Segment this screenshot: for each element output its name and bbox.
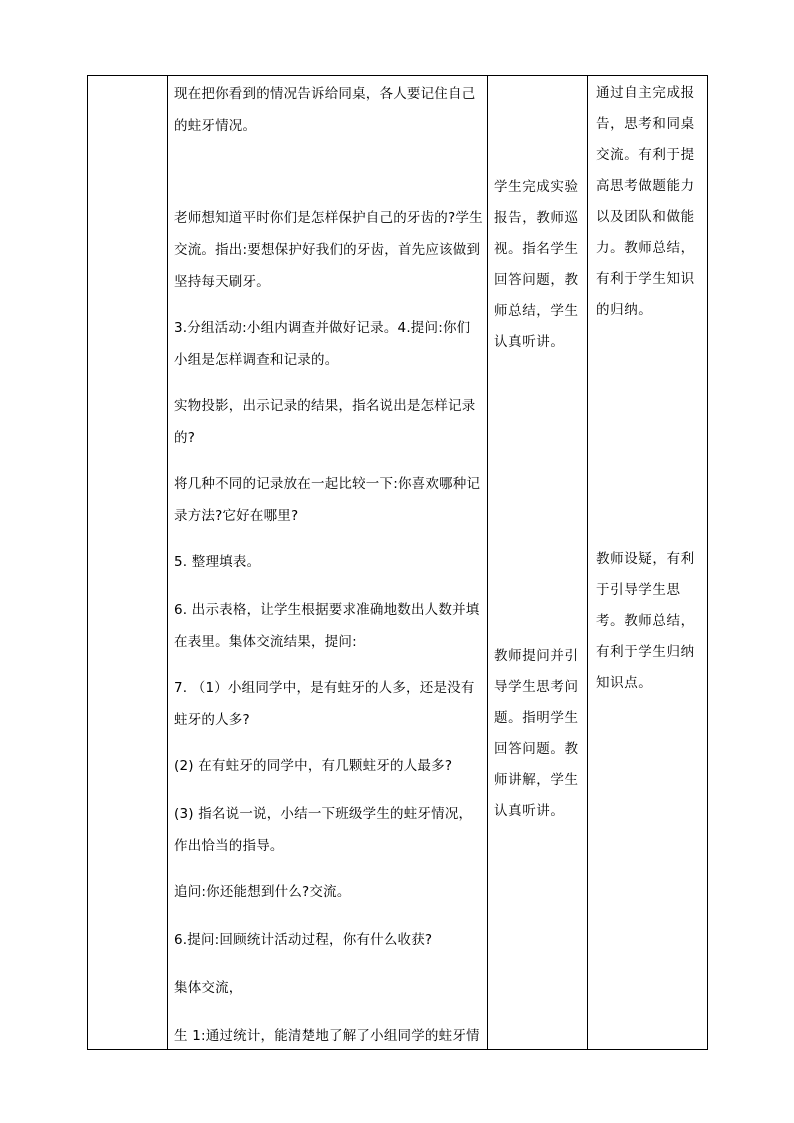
student-activity-text: 教师提问并引导学生思考问题。指明学生回答问题。教师讲解，学生认真听讲。 — [494, 648, 579, 819]
paragraph: 3.分组活动:小组内调查并做好记录。4.提问:你们小组是怎样调查和记录的。 — [174, 320, 471, 368]
table-row — [88, 76, 708, 1050]
lesson-plan-table — [87, 75, 708, 1050]
teaching-process-cell — [168, 76, 488, 1050]
paragraph: 6. 出示表格，让学生根据要求准确地数出人数并填在表里。集体交流结果，提问: — [174, 602, 480, 650]
paragraph: 老师想知道平时你们是怎样保护自己的牙齿的?学生交流。指出:要想保护好我们的牙齿，首先应该做到坚持每天刷牙。 — [174, 210, 483, 290]
paragraph: 6.提问:回顾统计活动过程，你有什么收获? — [174, 932, 433, 948]
paragraph: 7. （1）小组同学中，是有蛀牙的人多，还是没有蛀牙的人多? — [174, 680, 475, 728]
paragraph: 追问:你还能想到什么?交流。 — [174, 884, 351, 900]
design-intent-cell — [588, 76, 708, 1050]
paragraph: 现在把你看到的情况告诉给同桌，各人要记住自己的蛀牙情况。 — [174, 86, 476, 134]
paragraph: (3) 指名说一说，小结一下班级学生的蛀牙情况，作出恰当的指导。 — [174, 806, 473, 854]
paragraph: 5. 整理填表。 — [174, 554, 261, 570]
student-activity-text: 学生完成实验报告，教师巡视。指名学生回答问题，教师总结，学生认真听讲。 — [494, 179, 579, 350]
stage-cell — [88, 76, 168, 1050]
paragraph: 集体交流， — [174, 980, 243, 996]
paragraph: 生 1:通过统计，能清楚地了解了小组同学的蛀牙情 — [174, 1028, 480, 1044]
paragraph: 将几种不同的记录放在一起比较一下:你喜欢哪种记录方法?它好在哪里? — [174, 476, 481, 524]
design-intent-text: 教师设疑，有利于引导学生思考。教师总结，有利于学生归纳知识点。 — [596, 551, 695, 691]
design-intent-text: 通过自主完成报告，思考和同桌交流。有利于提高思考做题能力以及团队和做能力。教师总结，有利于学生知识的归纳。 — [596, 85, 695, 318]
paragraph: 实物投影，出示记录的结果，指名说出是怎样记录的? — [174, 398, 476, 446]
paragraph: (2) 在有蛀牙的同学中，有几颗蛀牙的人最多? — [174, 758, 453, 774]
student-activity-cell — [488, 76, 588, 1050]
